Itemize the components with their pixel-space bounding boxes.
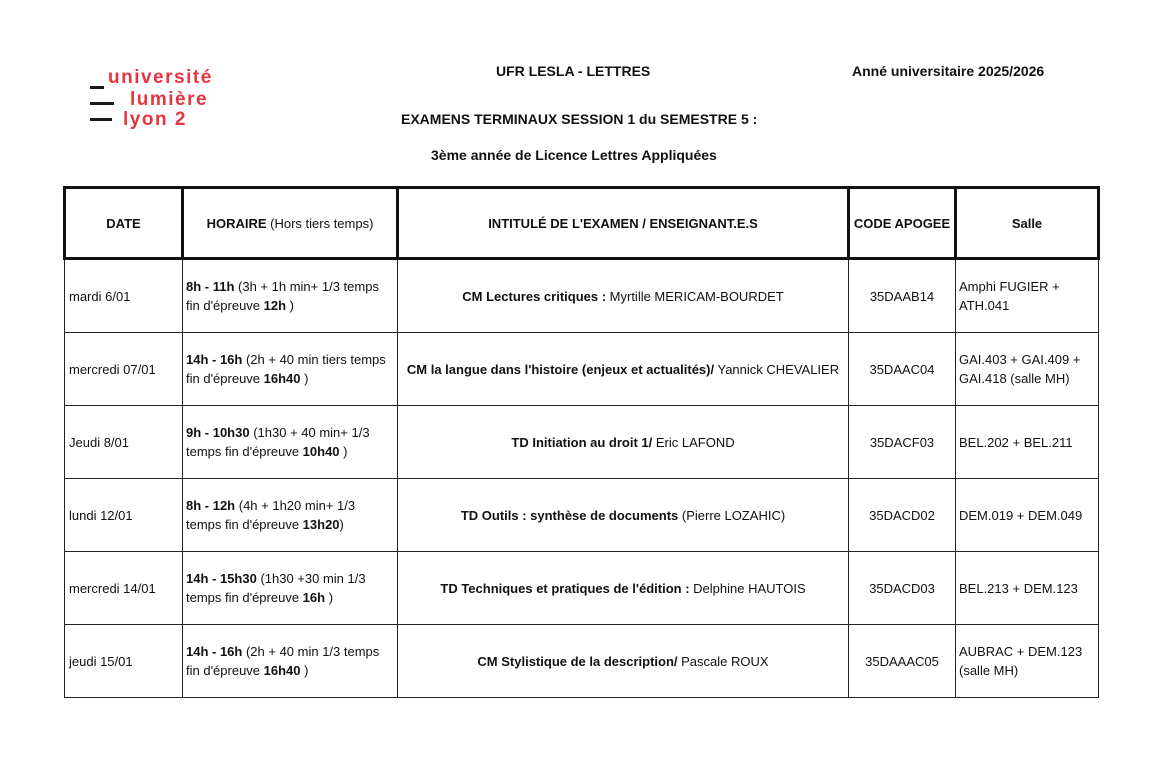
- teacher-name: Eric LAFOND: [652, 434, 735, 450]
- horaire-tail: ): [325, 590, 334, 605]
- horaire-range: 8h - 11h: [186, 279, 235, 294]
- horaire-tail: ): [339, 444, 348, 459]
- academic-year: Anné universitaire 2025/2026: [852, 63, 1045, 79]
- course-title: CM la langue dans l'histoire (enjeux et actualités)/: [406, 361, 715, 377]
- horaire-end: 12h: [263, 298, 287, 313]
- exam-date: lundi 12/01: [65, 479, 183, 552]
- exam-session-title: EXAMENS TERMINAUX SESSION 1 du SEMESTRE 5 :: [401, 111, 758, 127]
- logo-word-lyon: lyon 2: [123, 109, 187, 130]
- exam-horaire: [183, 479, 398, 552]
- apogee-code: 35DACF03: [849, 406, 956, 479]
- table-row: [65, 625, 1099, 698]
- horaire-range: 14h - 16h: [186, 644, 243, 659]
- col-header-date: DATE: [65, 188, 183, 259]
- exam-room: DEM.019 + DEM.049: [956, 479, 1099, 552]
- horaire-detail: (1h30 + 40 min+ 1/3 temps fin d'épreuve: [186, 425, 370, 459]
- apogee-code: 35DACD03: [849, 552, 956, 625]
- exam-intitule: [398, 259, 849, 333]
- exam-date: mercredi 14/01: [65, 552, 183, 625]
- teacher-name: Delphine HAUTOIS: [689, 580, 806, 596]
- table-row: [65, 479, 1099, 552]
- col-header-salle: Salle: [956, 188, 1099, 259]
- exam-date: mercredi 07/01: [65, 333, 183, 406]
- exam-horaire: [183, 552, 398, 625]
- exam-room: AUBRAC + DEM.123 (salle MH): [956, 625, 1099, 698]
- exam-date: jeudi 15/01: [65, 625, 183, 698]
- horaire-end: 16h40: [263, 663, 301, 678]
- exam-date: Jeudi 8/01: [65, 406, 183, 479]
- ufr-title: UFR LESLA - LETTRES: [496, 63, 651, 79]
- horaire-range: 14h - 15h30: [186, 571, 257, 586]
- horaire-end: 10h40: [302, 444, 340, 459]
- exam-room: GAI.403 + GAI.409 + GAI.418 (salle MH): [956, 333, 1099, 406]
- horaire-detail: (4h + 1h20 min+ 1/3 temps fin d'épreuve: [186, 498, 356, 532]
- logo-word-lumiere: lumière: [130, 89, 209, 110]
- course-title: CM Stylistique de la description/: [477, 653, 678, 669]
- horaire-tail: ): [286, 298, 295, 313]
- exam-intitule: [398, 479, 849, 552]
- exam-horaire: [183, 625, 398, 698]
- apogee-code: 35DAAB14: [849, 259, 956, 333]
- apogee-code: 35DAAAC05: [849, 625, 956, 698]
- teacher-name: Yannick CHEVALIER: [714, 361, 840, 377]
- licence-title: 3ème année de Licence Lettres Appliquées: [431, 147, 717, 163]
- horaire-end: 16h40: [263, 371, 301, 386]
- horaire-tail: ): [339, 517, 344, 532]
- table-row: [65, 552, 1099, 625]
- course-title: TD Initiation au droit 1/: [511, 434, 653, 450]
- horaire-end: 16h: [302, 590, 326, 605]
- teacher-name: (Pierre LOZAHIC): [678, 507, 786, 523]
- exam-horaire: [183, 406, 398, 479]
- horaire-range: 14h - 16h: [186, 352, 243, 367]
- exam-room: BEL.213 + DEM.123: [956, 552, 1099, 625]
- apogee-code: 35DACD02: [849, 479, 956, 552]
- horaire-detail: (3h + 1h min+ 1/3 temps fin d'épreuve: [186, 279, 379, 313]
- teacher-name: Pascale ROUX: [677, 653, 769, 669]
- course-title: CM Lectures critiques :: [462, 288, 607, 304]
- horaire-tail: ): [300, 663, 309, 678]
- col-header-horaire-note: (Hors tiers temps): [270, 215, 374, 231]
- exam-room: BEL.202 + BEL.211: [956, 406, 1099, 479]
- logo-line: [90, 102, 114, 105]
- table-row: [65, 259, 1099, 333]
- col-header-intitule: INTITULÉ DE L'EXAMEN / ENSEIGNANT.E.S: [398, 188, 849, 259]
- col-header-horaire: [183, 188, 398, 259]
- exam-room: Amphi FUGIER + ATH.041: [956, 259, 1099, 333]
- course-title: TD Outils : synthèse de documents: [460, 507, 679, 523]
- horaire-end: 13h20: [302, 517, 340, 532]
- exam-intitule: [398, 625, 849, 698]
- exam-horaire: [183, 333, 398, 406]
- col-header-code: CODE APOGEE: [849, 188, 956, 259]
- logo-line: [90, 86, 104, 89]
- apogee-code: 35DAAC04: [849, 333, 956, 406]
- horaire-detail: (2h + 40 min tiers temps fin d'épreuve: [186, 352, 386, 386]
- exam-horaire: [183, 259, 398, 333]
- horaire-range: 8h - 12h: [186, 498, 236, 513]
- horaire-detail: (2h + 40 min 1/3 temps fin d'épreuve: [186, 644, 380, 678]
- exam-intitule: [398, 333, 849, 406]
- logo-word-universite: université: [108, 67, 213, 88]
- col-header-horaire-label: HORAIRE: [206, 215, 267, 231]
- teacher-name: Myrtille MERICAM-BOURDET: [606, 288, 784, 304]
- horaire-detail: (1h30 +30 min 1/3 temps fin d'épreuve: [186, 571, 366, 605]
- exam-schedule-table: [63, 186, 1100, 698]
- table-row: [65, 333, 1099, 406]
- exam-intitule: [398, 406, 849, 479]
- exam-intitule: [398, 552, 849, 625]
- course-title: TD Techniques et pratiques de l'édition :: [440, 580, 690, 596]
- exam-date: mardi 6/01: [65, 259, 183, 333]
- table-row: [65, 406, 1099, 479]
- horaire-tail: ): [300, 371, 309, 386]
- university-logo: [88, 60, 248, 140]
- horaire-range: 9h - 10h30: [186, 425, 250, 440]
- table-header-row: [65, 188, 1099, 259]
- logo-line: [90, 118, 112, 121]
